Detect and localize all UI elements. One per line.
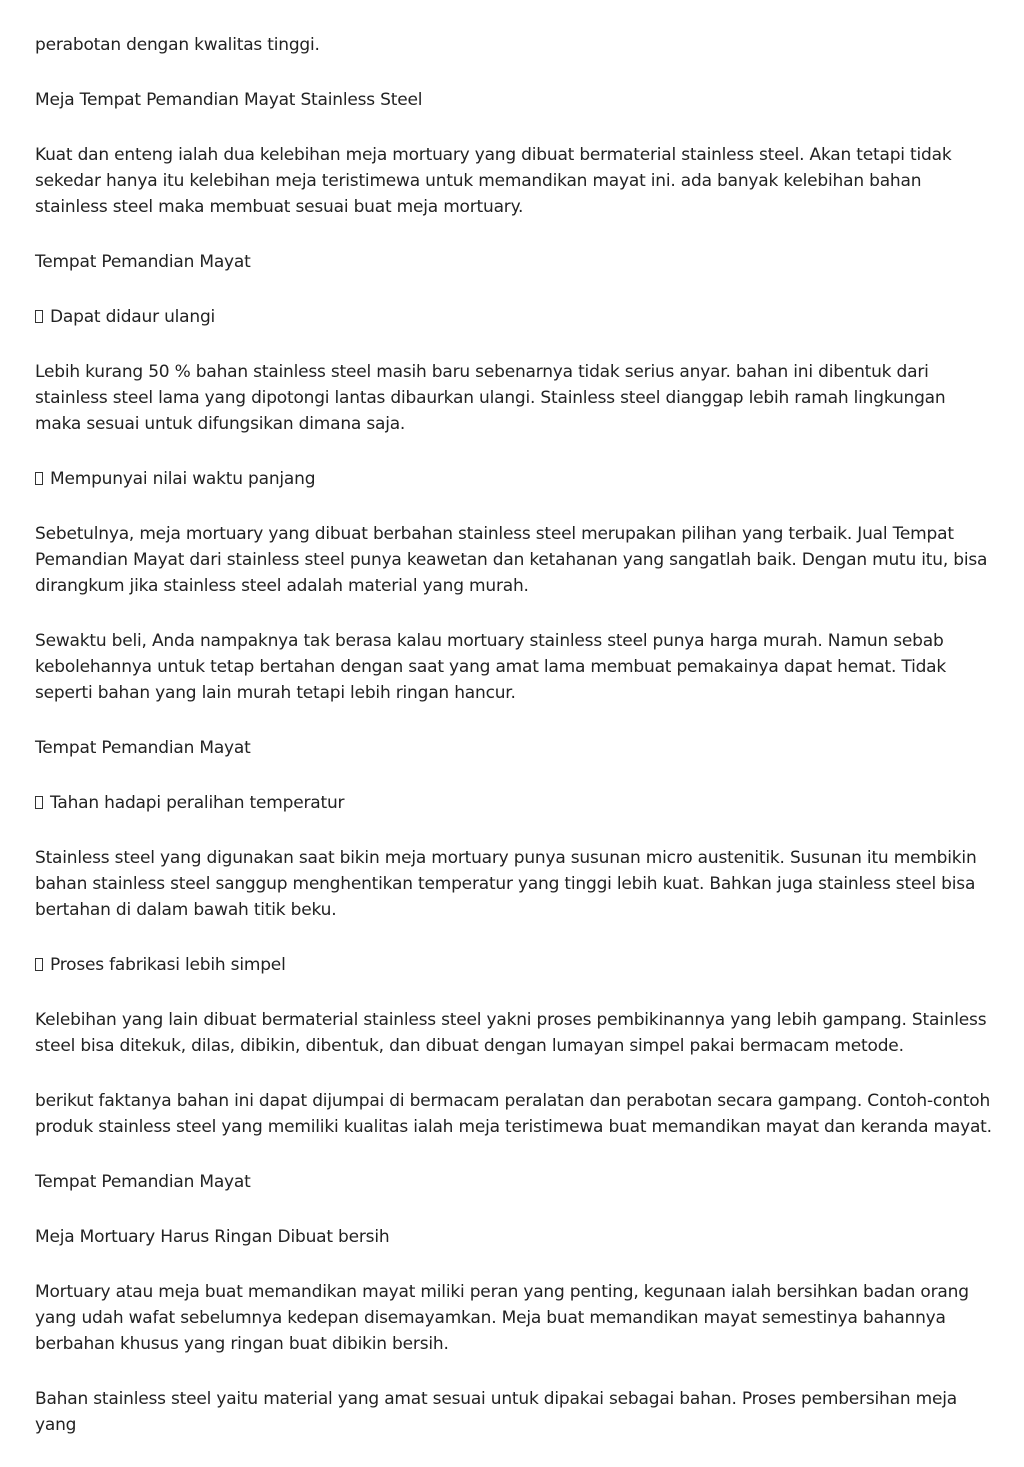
paragraph (35, 845, 995, 923)
paragraph-text: Mortuary atau meja buat memandikan mayat miliki peran yang penting, kegunaan ialah bersihkan badan orang yang udah wafat sebelumnya kedepan disemayamkan. Meja buat memandikan mayat semestinya bahannya berbahan khusus yang ringan buat dibikin bersih. (35, 1282, 969, 1354)
paragraph-text: Meja Mortuary Harus Ringan Dibuat bersih (35, 1227, 390, 1247)
paragraph (35, 1088, 995, 1140)
paragraph-text: Sewaktu beli, Anda nampaknya tak berasa kalau mortuary stainless steel punya harga murah. Namun sebab kebolehannya untuk tetap bertahan dengan saat yang amat lama membuat pemakainya dapat hemat. Tidak seperti bahan yang lain murah tetapi lebih ringan hancur. (35, 631, 947, 703)
paragraph-text: Tempat Pemandian Mayat (35, 738, 251, 758)
paragraph (35, 1007, 995, 1059)
paragraph-text: Kuat dan enteng ialah dua kelebihan meja mortuary yang dibuat bermaterial stainless steel. Akan tetapi tidak sekedar hanya itu kelebihan meja teristimewa untuk memandikan mayat ini. ada banyak kelebihan bahan stainless steel maka membuat sesuai buat meja mortuary. (35, 145, 952, 217)
paragraph-text: Sebetulnya, meja mortuary yang dibuat berbahan stainless steel merupakan pilihan yang terbaik. Jual Tempat Pemandian Mayat dari stainless steel punya keawetan dan ketahanan yang sangatlah baik. Dengan mutu itu, bisa dirangkum jika stainless steel adalah material yang murah. (35, 524, 988, 596)
paragraph (35, 628, 995, 706)
document-page (35, 32, 995, 1467)
paragraph-text: Meja Tempat Pemandian Mayat Stainless Steel (35, 90, 423, 110)
paragraph-text: Tempat Pemandian Mayat (35, 1172, 251, 1192)
bullet-item (35, 790, 995, 816)
paragraph (35, 142, 995, 220)
paragraph (35, 1279, 995, 1357)
paragraph (35, 32, 995, 58)
bullet-item (35, 952, 995, 978)
bullet-box-icon (35, 472, 43, 485)
bullet-text: Proses fabrikasi lebih simpel (50, 955, 286, 975)
paragraph-text: berikut faktanya bahan ini dapat dijumpai di bermacam peralatan dan perabotan secara gampang. Contoh-contoh produk stainless steel yang memiliki kualitas ialah meja teristimewa buat memandikan mayat dan keranda mayat. (35, 1091, 992, 1137)
paragraph-text: Kelebihan yang lain dibuat bermaterial stainless steel yakni proses pembikinannya yang lebih gampang. Stainless steel bisa ditekuk, dilas, dibikin, dibentuk, dan dibuat dengan lumayan simpel pakai bermacam metode. (35, 1010, 987, 1056)
bullet-item (35, 304, 995, 330)
bullet-box-icon (35, 958, 43, 971)
paragraph (35, 521, 995, 599)
bullet-item (35, 466, 995, 492)
paragraph-text: perabotan dengan kwalitas tinggi. (35, 35, 320, 55)
paragraph-text: Lebih kurang 50 % bahan stainless steel masih baru sebenarnya tidak serius anyar. bahan ini dibentuk dari stainless steel lama yang dipotongi lantas dibaurkan ulangi. Stainless steel dianggap lebih ramah lingkungan maka sesuai untuk difungsikan dimana saja. (35, 362, 946, 434)
bullet-text: Tahan hadapi peralihan temperatur (50, 793, 345, 813)
paragraph (35, 359, 995, 437)
section-heading (35, 1224, 995, 1250)
bullet-text: Mempunyai nilai waktu panjang (50, 469, 316, 489)
section-heading (35, 87, 995, 113)
paragraph-text: Bahan stainless steel yaitu material yang amat sesuai untuk dipakai sebagai bahan. Proses pembersihan meja yang (35, 1389, 957, 1435)
bullet-box-icon (35, 310, 43, 323)
section-heading (35, 1169, 995, 1195)
paragraph-text: Stainless steel yang digunakan saat bikin meja mortuary punya susunan micro austenitik. Susunan itu membikin bahan stainless steel sanggup menghentikan temperatur yang tinggi lebih kuat. Bahkan juga stainless steel bisa bertahan di dalam bawah titik beku. (35, 848, 977, 920)
bullet-box-icon (35, 796, 43, 809)
paragraph (35, 1386, 995, 1438)
section-heading (35, 249, 995, 275)
bullet-text: Dapat didaur ulangi (50, 307, 216, 327)
paragraph-text: Tempat Pemandian Mayat (35, 252, 251, 272)
section-heading (35, 735, 995, 761)
